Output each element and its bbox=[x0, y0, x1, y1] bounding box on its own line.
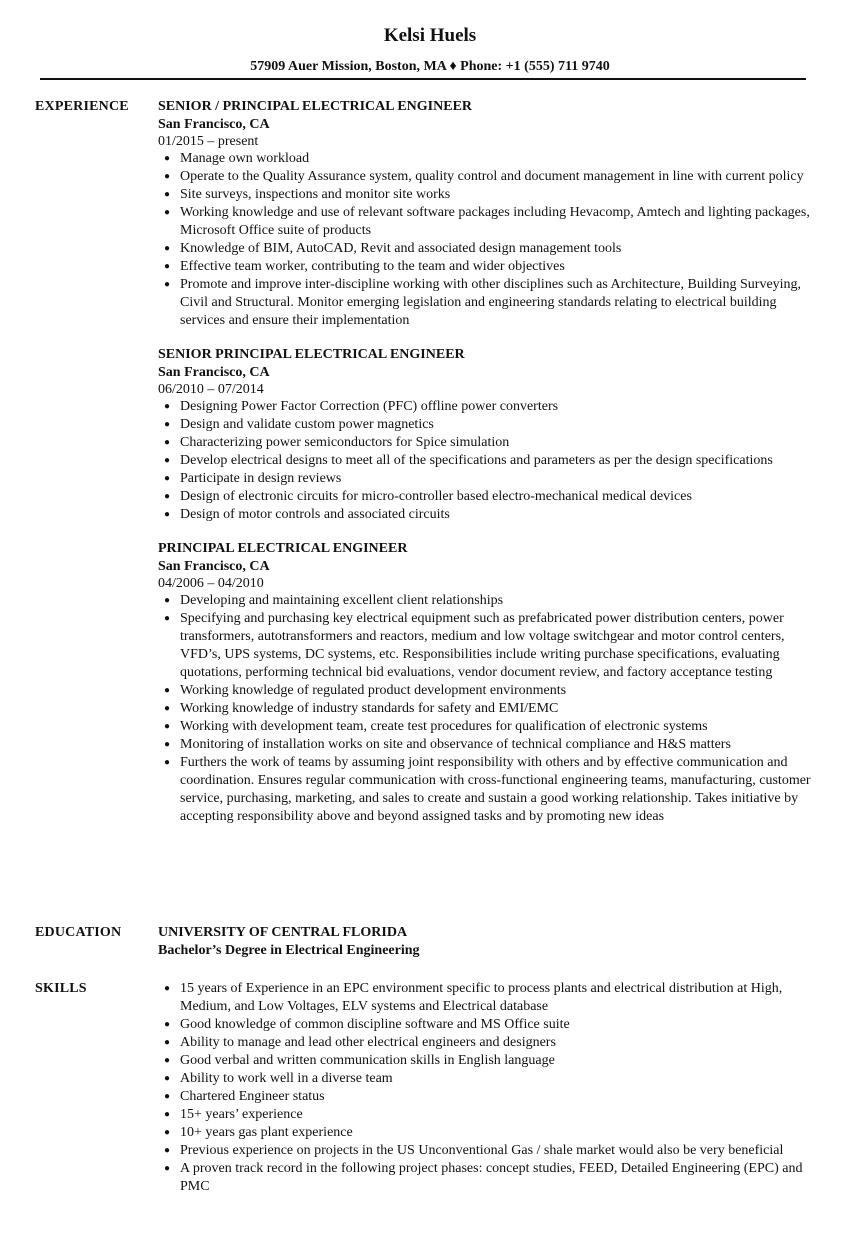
skill-item: ● Ability to work well in a diverse team bbox=[164, 1071, 393, 1086]
bullet-item: ● Working knowledge of industry standards for safety and EMI/EMC bbox=[164, 701, 559, 716]
job-entry bbox=[158, 540, 818, 826]
bullet-icon: ● bbox=[164, 757, 171, 768]
bullet-item: ● Specifying and purchasing key electrical equipment such as prefabricated power distribution centers, power transformers, autotransformers and reactors, medium and low voltage switchgear and motor control centers, VFD’s, UPS systems, DC systems, etc. Responsibilities include writing purchase specifications, evaluating quotations, performing technical bid evaluations, vendor document review, and factory acceptance testing bbox=[164, 611, 785, 680]
bullet-item: ● Monitoring of installation works on site and observance of technical compliance and H&S matters bbox=[164, 737, 731, 752]
bullet-icon: ● bbox=[164, 491, 171, 502]
bullet-item: ● Participate in design reviews bbox=[164, 471, 342, 486]
bullet-icon: ● bbox=[164, 419, 171, 430]
job-title: SENIOR / PRINCIPAL ELECTRICAL ENGINEER bbox=[158, 99, 473, 114]
bullet-item: ● Manage own workload bbox=[164, 151, 310, 166]
bullet-icon: ● bbox=[164, 613, 171, 624]
bullet-icon: ● bbox=[164, 1037, 171, 1048]
bullet-item: ● Design and validate custom power magnetics bbox=[164, 417, 434, 432]
bullet-icon: ● bbox=[164, 437, 171, 448]
bullet-item: ● Knowledge of BIM, AutoCAD, Revit and associated design management tools bbox=[164, 241, 622, 256]
skill-item: ● Chartered Engineer status bbox=[164, 1089, 325, 1104]
bullet-icon: ● bbox=[164, 509, 171, 520]
bullet-icon: ● bbox=[164, 1055, 171, 1066]
job-title: SENIOR PRINCIPAL ELECTRICAL ENGINEER bbox=[158, 347, 465, 362]
job-entry bbox=[158, 98, 818, 330]
bullet-icon: ● bbox=[164, 595, 171, 606]
job-location: San Francisco, CA bbox=[158, 559, 270, 574]
bullet-icon: ● bbox=[164, 261, 171, 272]
bullet-icon: ● bbox=[164, 207, 171, 218]
skill-item: ● Good knowledge of common discipline software and MS Office suite bbox=[164, 1017, 570, 1032]
bullet-icon: ● bbox=[164, 703, 171, 714]
bullet-icon: ● bbox=[164, 1163, 171, 1174]
bullet-item: ● Design of electronic circuits for micro-controller based electro-mechanical medical devices bbox=[164, 489, 692, 504]
bullet-icon: ● bbox=[164, 721, 171, 732]
skill-item: ● 15 years of Experience in an EPC environment specific to process plants and electrical distribution at High, Medium, and Low Voltages, ELV systems and Electrical database bbox=[164, 981, 783, 1014]
bullet-item: ● Effective team worker, contributing to the team and wider objectives bbox=[164, 259, 565, 274]
job-title: PRINCIPAL ELECTRICAL ENGINEER bbox=[158, 541, 408, 556]
bullet-item: ● Designing Power Factor Correction (PFC) offline power converters bbox=[164, 399, 559, 414]
bullet-item: ● Develop electrical designs to meet all of the specifications and parameters as per the design specifications bbox=[164, 453, 773, 468]
section-label-experience: EXPERIENCE bbox=[35, 99, 129, 114]
bullet-icon: ● bbox=[164, 1127, 171, 1138]
job-bullets bbox=[158, 150, 818, 330]
bullet-item: ● Working knowledge of regulated product development environments bbox=[164, 683, 567, 698]
bullet-icon: ● bbox=[164, 243, 171, 254]
bullet-icon: ● bbox=[164, 1109, 171, 1120]
bullet-icon: ● bbox=[164, 279, 171, 290]
skill-item: ● 10+ years gas plant experience bbox=[164, 1125, 353, 1140]
job-bullets bbox=[158, 592, 818, 826]
bullet-icon: ● bbox=[164, 1073, 171, 1084]
resume-name: Kelsi Huels bbox=[383, 25, 477, 46]
skill-item: ● Previous experience on projects in the US Unconventional Gas / shale market would also be very beneficial bbox=[164, 1143, 784, 1158]
bullet-item: ● Promote and improve inter-discipline working with other disciplines such as Architecture, Building Surveying, Civil and Structural. Monitor emerging legislation and engineering standards relating to electrical building services and ensure their implementation bbox=[164, 277, 802, 328]
skill-item: ● Good verbal and written communication skills in English language bbox=[164, 1053, 555, 1068]
bullet-icon: ● bbox=[164, 401, 171, 412]
bullet-item: ● Furthers the work of teams by assuming joint responsibility with others and by effective communication and coordination. Ensures regular communication with cross-functional engineering teams, manufacturing, customer service, purchasing, marketing, and sales to create and sustain a good working relationship. Takes initiative by accepting responsibility above and beyond assigned tasks and by promoting new ideas bbox=[164, 755, 811, 824]
contact-line: 57909 Auer Mission, Boston, MA ♦ Phone: +1 (555) 711 9740 bbox=[250, 59, 610, 74]
job-dates: 04/2006 – 04/2010 bbox=[158, 576, 264, 591]
section-label-skills: SKILLS bbox=[35, 981, 87, 996]
bullet-item: ● Design of motor controls and associated circuits bbox=[164, 507, 450, 522]
bullet-item: ● Characterizing power semiconductors for Spice simulation bbox=[164, 435, 510, 450]
bullet-item: ● Site surveys, inspections and monitor site works bbox=[164, 187, 451, 202]
bullet-icon: ● bbox=[164, 739, 171, 750]
job-entry bbox=[158, 346, 818, 524]
bullet-icon: ● bbox=[164, 473, 171, 484]
bullet-icon: ● bbox=[164, 455, 171, 466]
bullet-icon: ● bbox=[164, 983, 171, 994]
job-dates: 06/2010 – 07/2014 bbox=[158, 382, 264, 397]
bullet-item: ● Working knowledge and use of relevant software packages including Hevacomp, Amtech and lighting packages, Microsoft Office suite of products bbox=[164, 205, 810, 238]
skill-item: ● Ability to manage and lead other electrical engineers and designers bbox=[164, 1035, 556, 1050]
education-content bbox=[158, 924, 818, 960]
bullet-item: ● Operate to the Quality Assurance system, quality control and document management in line with current policy bbox=[164, 169, 804, 184]
bullet-item: ● Working with development team, create test procedures for qualification of electronic systems bbox=[164, 719, 708, 734]
job-location: San Francisco, CA bbox=[158, 117, 270, 132]
bullet-icon: ● bbox=[164, 171, 171, 182]
bullet-icon: ● bbox=[164, 1019, 171, 1030]
bullet-icon: ● bbox=[164, 685, 171, 696]
skills-content bbox=[158, 980, 818, 1196]
job-location: San Francisco, CA bbox=[158, 365, 270, 380]
degree: Bachelor’s Degree in Electrical Engineering bbox=[158, 943, 420, 958]
job-dates: 01/2015 – present bbox=[158, 134, 259, 149]
job-bullets bbox=[158, 398, 818, 524]
skill-item: ● 15+ years’ experience bbox=[164, 1107, 303, 1122]
section-label-education: EDUCATION bbox=[35, 925, 122, 940]
bullet-icon: ● bbox=[164, 153, 171, 164]
bullet-item: ● Developing and maintaining excellent client relationships bbox=[164, 593, 504, 608]
bullet-icon: ● bbox=[164, 189, 171, 200]
school-name: UNIVERSITY OF CENTRAL FLORIDA bbox=[158, 925, 408, 940]
header-divider bbox=[40, 78, 806, 80]
experience-content bbox=[158, 98, 818, 842]
skill-item: ● A proven track record in the following project phases: concept studies, FEED, Detailed Engineering (EPC) and PMC bbox=[164, 1161, 803, 1194]
skills-list bbox=[158, 980, 818, 1196]
bullet-icon: ● bbox=[164, 1145, 171, 1156]
bullet-icon: ● bbox=[164, 1091, 171, 1102]
